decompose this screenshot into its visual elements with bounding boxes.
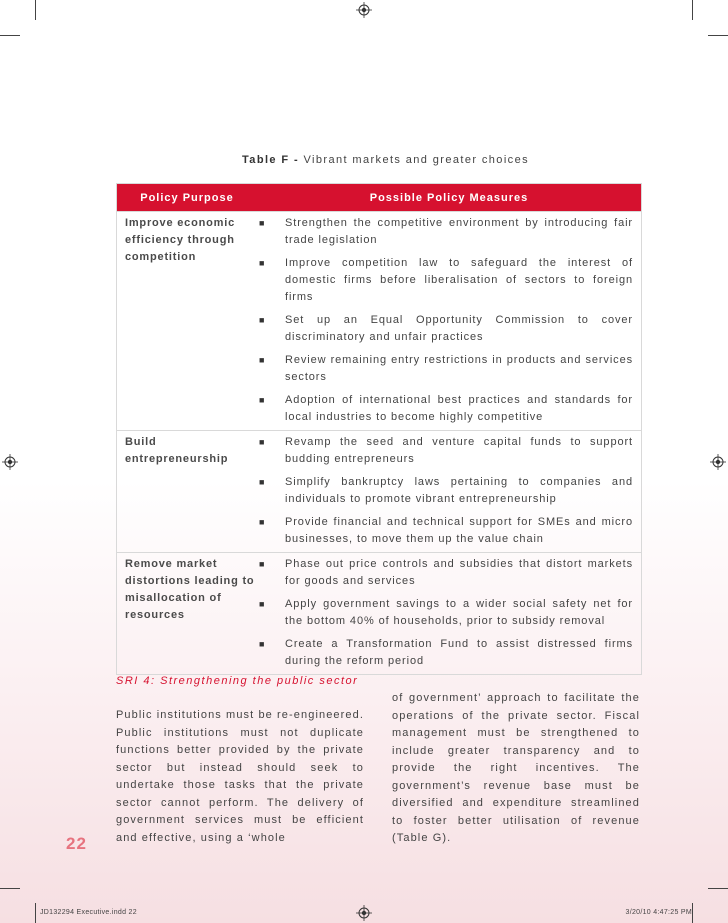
crop-mark <box>692 0 693 20</box>
row-measures-list <box>257 431 641 552</box>
crop-mark <box>0 888 20 889</box>
measure-text: Simplify bankruptcy laws pertaining to companies and individuals to promote vibrant entrepreneurship <box>285 476 633 505</box>
header-policy-purpose: Policy Purpose <box>140 191 234 204</box>
crop-mark <box>0 35 20 36</box>
row-policy-purpose: Remove market distortions leading to misallocation of resources <box>125 558 255 621</box>
table-row <box>117 552 641 674</box>
measure-text: Adoption of international best practices and standards for local industries to become highly competitive <box>285 394 633 423</box>
square-bullet-icon: ■ <box>259 477 266 487</box>
measure-text: Revamp the seed and venture capital funds to support budding entrepreneurs <box>285 436 633 465</box>
table-header-row <box>117 184 641 211</box>
square-bullet-icon: ■ <box>259 559 266 569</box>
measure-item <box>257 255 633 306</box>
table-row <box>117 211 641 430</box>
registration-mark-icon <box>356 905 372 921</box>
measure-item <box>257 434 633 468</box>
table-row <box>117 430 641 552</box>
crop-mark <box>35 903 36 923</box>
measure-item <box>257 215 633 249</box>
measure-item <box>257 514 633 548</box>
measure-text: Apply government savings to a wider social safety net for the bottom 40% of households, prior to subsidy removal <box>285 598 633 627</box>
row-policy-purpose: Improve economic efficiency through competition <box>125 217 235 263</box>
footer-timestamp: 3/20/10 4:47:25 PM <box>625 909 692 916</box>
measure-text: Create a Transformation Fund to assist distressed firms during the reform period <box>285 638 633 667</box>
crop-mark <box>708 888 728 889</box>
registration-mark-icon <box>2 454 18 470</box>
measure-item <box>257 352 633 386</box>
footer-file-name: JD132294 Executive.indd 22 <box>40 909 137 916</box>
square-bullet-icon: ■ <box>259 599 266 609</box>
table-caption-title: Vibrant markets and greater choices <box>303 154 529 166</box>
crop-mark <box>35 0 36 20</box>
row-measures-list <box>257 553 641 674</box>
body-text-right-column: of government’ approach to facilitate the operations of the private sector. Fiscal management must be strengthened to include greater transparency and to provide the right incentives. The government’s revenue base must be diversified and expenditure streamlined to foster better utilisation of revenue (Table G). <box>392 692 640 844</box>
header-possible-policy-measures: Possible Policy Measures <box>369 191 529 204</box>
square-bullet-icon: ■ <box>259 437 266 447</box>
measure-text: Improve competition law to safeguard the interest of domestic firms before liberalisation of sectors to foreign firms <box>285 257 633 303</box>
table-caption-prefix: Table F - <box>242 154 300 166</box>
registration-mark-icon <box>710 454 726 470</box>
square-bullet-icon: ■ <box>259 315 266 325</box>
square-bullet-icon: ■ <box>259 355 266 365</box>
section-heading: SRI 4: Strengthening the public sector <box>116 675 359 687</box>
measure-text: Review remaining entry restrictions in products and services sectors <box>285 354 633 383</box>
square-bullet-icon: ■ <box>259 517 266 527</box>
measure-item <box>257 556 633 590</box>
row-measures-list <box>257 212 641 430</box>
measure-text: Phase out price controls and subsidies that distort markets for goods and services <box>285 558 633 587</box>
registration-mark-icon <box>356 2 372 18</box>
measure-item <box>257 636 633 670</box>
body-text-left-column: Public institutions must be re-engineered. Public institutions must not duplicate functions better provided by the private sector but instead should seek to undertake those tasks that the private sector cannot perform. The delivery of government services must be efficient and effective, using a ‘whole <box>116 709 364 844</box>
measure-item <box>257 474 633 508</box>
crop-mark <box>692 903 693 923</box>
square-bullet-icon: ■ <box>259 395 266 405</box>
measure-text: Strengthen the competitive environment by introducing fair trade legislation <box>285 217 633 246</box>
measure-item <box>257 312 633 346</box>
square-bullet-icon: ■ <box>259 639 266 649</box>
square-bullet-icon: ■ <box>259 258 266 268</box>
table-caption <box>0 154 728 166</box>
page-number: 22 <box>66 834 87 853</box>
measure-item <box>257 596 633 630</box>
square-bullet-icon: ■ <box>259 218 266 228</box>
row-policy-purpose: Build entrepreneurship <box>125 436 229 465</box>
crop-mark <box>708 35 728 36</box>
policy-table <box>116 183 642 675</box>
measure-item <box>257 392 633 426</box>
measure-text: Provide financial and technical support for SMEs and micro businesses, to move them up the value chain <box>285 516 633 545</box>
measure-text: Set up an Equal Opportunity Commission to cover discriminatory and unfair practices <box>285 314 633 343</box>
